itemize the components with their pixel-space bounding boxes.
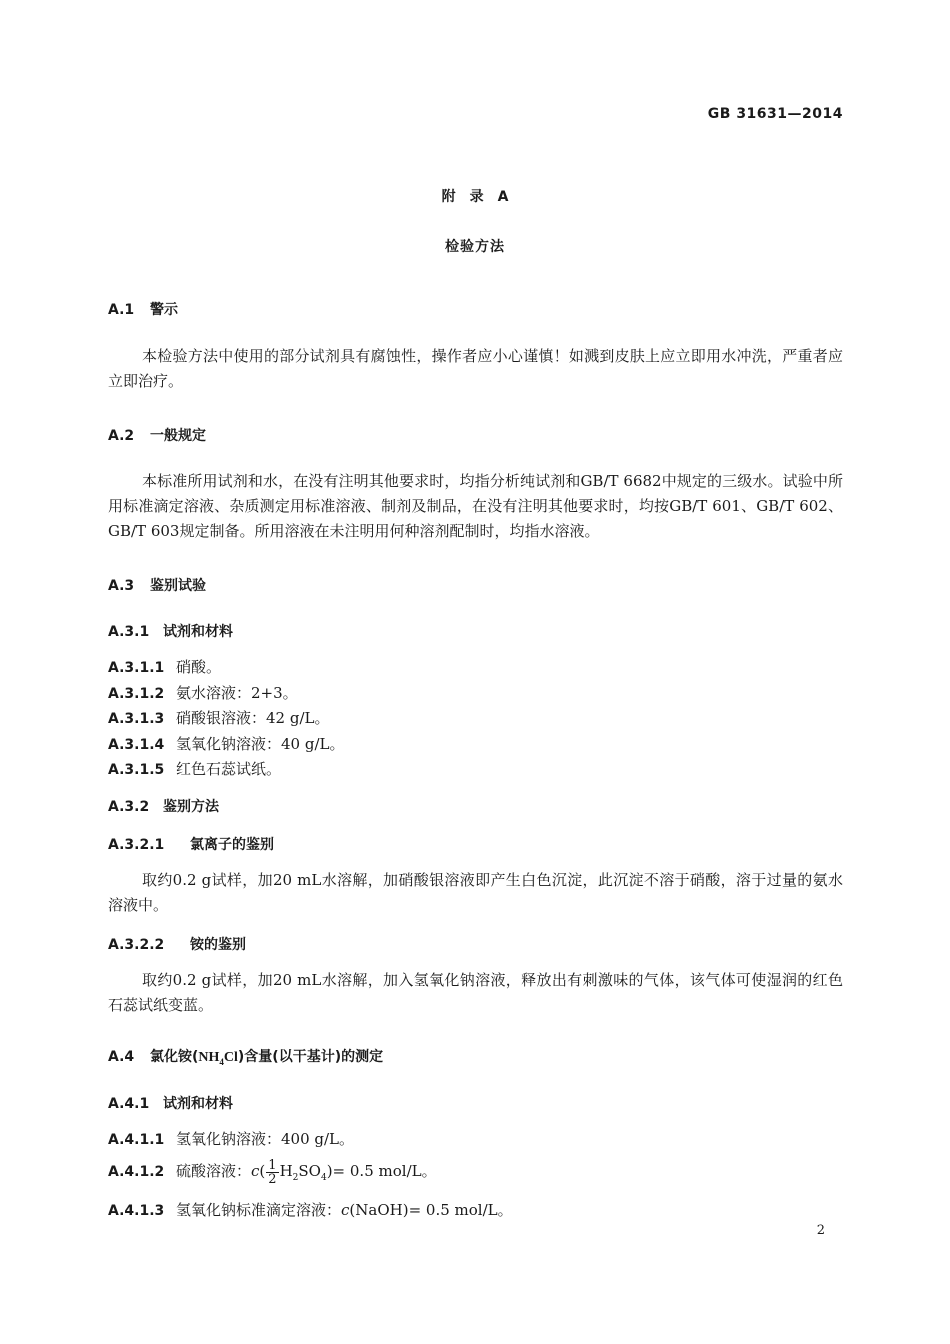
- reagent-item: [108, 682, 298, 703]
- item-number: A.3.1.3: [108, 711, 165, 727]
- appendix-title: 检验方法: [445, 239, 505, 255]
- section-title: 铵的鉴别: [190, 937, 246, 953]
- section-heading-a2: [108, 425, 206, 445]
- reagent-item: [108, 733, 344, 754]
- section-number: A.4.1: [108, 1096, 150, 1112]
- reagent-item: [108, 758, 281, 779]
- section-heading-a322: [108, 934, 246, 954]
- item-number: A.4.1.2: [108, 1164, 165, 1180]
- section-number: A.3.2: [108, 799, 150, 815]
- section-title: 氯化铵(: [150, 1049, 199, 1065]
- section-number: A.3.1: [108, 624, 150, 640]
- section-heading-a41: [108, 1093, 233, 1113]
- section-heading-a3: [108, 575, 206, 595]
- section-heading-a32: [108, 796, 219, 816]
- formula: $NH_4Cl$: [198, 1050, 238, 1067]
- item-text: 硝酸。: [176, 658, 222, 676]
- item-text: 红色石蕊试纸。: [176, 760, 282, 778]
- item-text: 氢氧化钠溶液：40 g/L。: [176, 735, 345, 753]
- reagent-item-a411: [108, 1128, 354, 1149]
- section-number: A.1: [108, 302, 135, 318]
- section-title: 鉴别方法: [163, 799, 219, 815]
- section-number: A.2: [108, 428, 135, 444]
- item-number: A.4.1.3: [108, 1203, 165, 1219]
- section-number: A.3.2.2: [108, 937, 165, 953]
- paragraph-ammonium-id: 取约0.2 g试样，加20 mL水溶解，加入氢氧化钠溶液，释放出有刺激味的气体，该气体可使湿润的红色石蕊试纸变蓝。: [108, 971, 843, 1014]
- section-title: 试剂和材料: [163, 624, 233, 640]
- item-number: A.4.1.1: [108, 1132, 165, 1148]
- section-title: 试剂和材料: [163, 1096, 233, 1112]
- section-title: 警示: [150, 302, 178, 318]
- section-title-continued: )含量(以干基计)的测定: [237, 1049, 384, 1065]
- section-title: 一般规定: [150, 428, 206, 444]
- section-number: A.4: [108, 1049, 135, 1065]
- appendix-label: 附 录 A: [441, 189, 509, 205]
- section-title: 氯离子的鉴别: [190, 837, 274, 853]
- fraction: $\frac{1}{2}$: [268, 1157, 277, 1187]
- section-number: A.3.2.1: [108, 837, 165, 853]
- item-text: 硝酸银溶液：42 g/L。: [176, 709, 330, 727]
- paragraph-chloride-id: 取约0.2 g试样，加20 mL水溶解，加硝酸银溶液即产生白色沉淀，此沉淀不溶于硝酸，溶于过量的氨水溶液中。: [108, 871, 843, 914]
- conc-symbol: c: [341, 1201, 350, 1219]
- section-heading-a321: [108, 834, 274, 854]
- section-heading-a4: [108, 1046, 383, 1067]
- standard-number: GB 31631—2014: [707, 106, 843, 122]
- item-text: 氨水溶液：2+3。: [176, 684, 298, 702]
- reagent-item-a412: A.4.1.2 硫酸溶液：c( $\frac{1}{2}$ $H_2SO_4)= 0.5$ mol/L。: [108, 1152, 437, 1197]
- reagent-item: [108, 656, 221, 677]
- formula: $H_2SO_4$: [279, 1162, 327, 1183]
- section-title: 鉴别试验: [150, 578, 206, 594]
- item-text: 氢氧化钠溶液：400 g/L。: [176, 1130, 355, 1148]
- item-number: A.3.1.5: [108, 762, 165, 778]
- reagent-item-a413: A.4.1.3 氢氧化钠标准滴定溶液：c(NaOH)= 0.5 mol/L。: [108, 1201, 513, 1219]
- conc-symbol: c: [251, 1162, 260, 1180]
- page-number: 2: [816, 1223, 825, 1238]
- section-heading-a1: [108, 299, 178, 319]
- item-text: 氢氧化钠标准滴定溶液：: [176, 1201, 342, 1219]
- item-number: A.3.1.2: [108, 686, 165, 702]
- item-number: A.3.1.1: [108, 660, 165, 676]
- section-number: A.3: [108, 578, 135, 594]
- reagent-item: [108, 707, 329, 728]
- section-heading-a31: [108, 621, 233, 641]
- item-number: A.3.1.4: [108, 737, 165, 753]
- item-text: 硫酸溶液：: [176, 1162, 252, 1180]
- paragraph-warning: 本检验方法中使用的部分试剂具有腐蚀性，操作者应小心谨慎！如溅到皮肤上应立即用水冲洗，严重者应立即治疗。: [108, 347, 843, 390]
- paragraph-general-rules: 本标准所用试剂和水，在没有注明其他要求时，均指分析纯试剂和GB/T 6682中规定的三级水。试验中所用标准滴定溶液、杂质测定用标准溶液、制剂及制品，在没有注明其他要求时，均按GB/T 601、GB/T 602、GB/T 603规定制备。所用溶液在未注明用何种溶剂配制时，均指水溶液。: [108, 472, 843, 540]
